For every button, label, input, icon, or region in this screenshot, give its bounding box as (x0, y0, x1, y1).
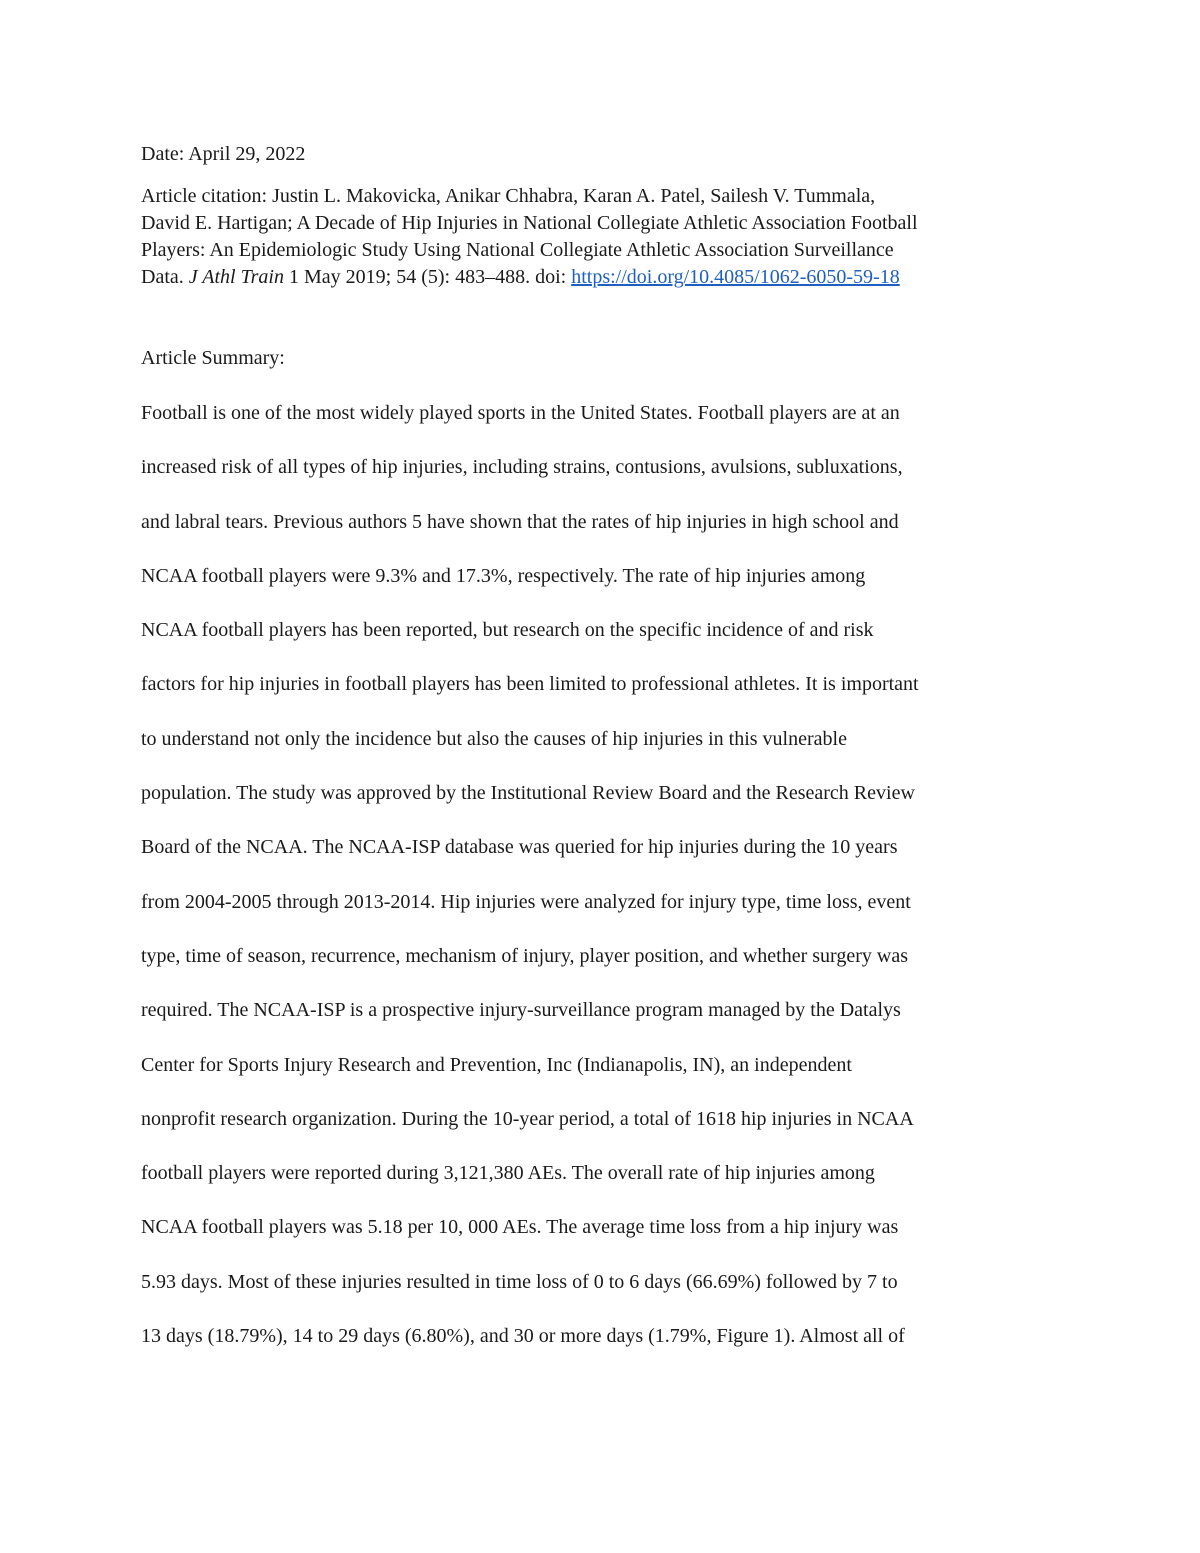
summary-line: Board of the NCAA. The NCAA-ISP database was queried for hip injuries during the 10 years (141, 836, 898, 859)
citation-line-2: David E. Hartigan; A Decade of Hip Injuries in National Collegiate Athletic Association Football (141, 212, 918, 234)
summary-line: population. The study was approved by the Institutional Review Board and the Research Review (141, 782, 915, 805)
summary-line: nonprofit research organization. During the 10-year period, a total of 1618 hip injuries in NCAA (141, 1107, 914, 1130)
summary-line: Football is one of the most widely played sports in the United States. Football players are at an (141, 402, 900, 424)
summary-line: NCAA football players has been reported, but research on the specific incidence of and risk (141, 619, 874, 642)
summary-line: to understand not only the incidence but also the causes of hip injuries in this vulnerable (141, 727, 847, 750)
summary-paragraph (141, 386, 1081, 1363)
doi-link[interactable]: https://doi.org/10.4085/1062-6050-59-18 (571, 266, 900, 288)
article-citation (141, 183, 1081, 291)
summary-line: 5.93 days. Most of these injuries resulted in time loss of 0 to 6 days (66.69%) followed by 7 to (141, 1270, 898, 1293)
summary-line: and labral tears. Previous authors 5 have shown that the rates of hip injuries in high school and (141, 510, 899, 533)
summary-line: increased risk of all types of hip injuries, including strains, contusions, avulsions, subluxations, (141, 456, 903, 479)
summary-line: type, time of season, recurrence, mechanism of injury, player position, and whether surgery was (141, 944, 908, 967)
citation-line-3: Players: An Epidemiologic Study Using National Collegiate Athletic Association Surveillance (141, 239, 894, 261)
citation-details: 1 May 2019; 54 (5): 483–488. doi: (283, 266, 572, 288)
citation-line-4 (141, 264, 1081, 291)
citation-line-1: Article citation: Justin L. Makovicka, Anikar Chhabra, Karan A. Patel, Sailesh V. Tummala, (141, 185, 876, 207)
journal-name: J Athl Train (188, 266, 284, 288)
summary-heading: Article Summary: (141, 347, 285, 369)
summary-line: from 2004-2005 through 2013-2014. Hip injuries were analyzed for injury type, time loss, event (141, 890, 911, 913)
summary-line: football players were reported during 3,121,380 AEs. The overall rate of hip injuries among (141, 1162, 875, 1185)
summary-line: NCAA football players was 5.18 per 10, 000 AEs. The average time loss from a hip injury was (141, 1216, 899, 1239)
summary-line: required. The NCAA-ISP is a prospective injury-surveillance program managed by the Datalys (141, 999, 901, 1022)
summary-line: factors for hip injuries in football players has been limited to professional athletes. It is important (141, 673, 919, 696)
citation-prefix: Data. (141, 266, 189, 288)
document-content (141, 141, 1081, 1363)
summary-line: 13 days (18.79%), 14 to 29 days (6.80%), and 30 or more days (1.79%, Figure 1). Almost all of (141, 1325, 905, 1348)
date-line: Date: April 29, 2022 (141, 143, 306, 165)
summary-line: NCAA football players were 9.3% and 17.3%, respectively. The rate of hip injuries among (141, 564, 866, 587)
summary-line: Center for Sports Injury Research and Prevention, Inc (Indianapolis, IN), an independent (141, 1053, 852, 1076)
